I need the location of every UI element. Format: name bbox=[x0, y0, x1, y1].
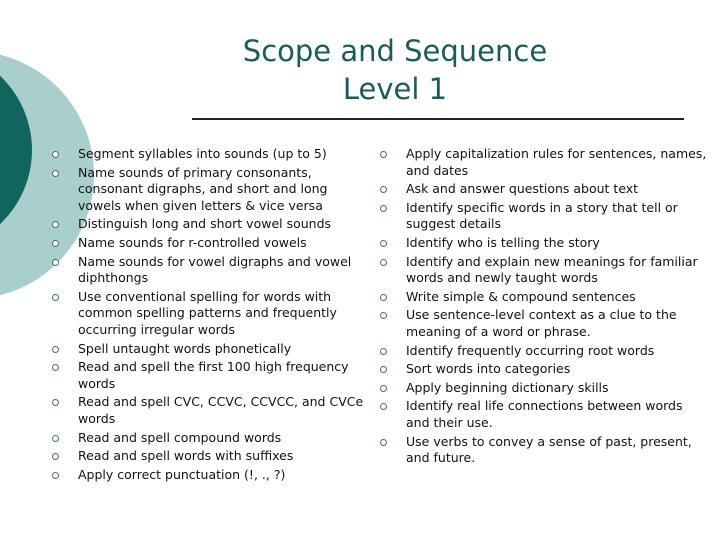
bullet-icon bbox=[380, 348, 387, 355]
right-column-list bbox=[380, 146, 708, 469]
list-item-text: Apply correct punctuation (!, ., ?) bbox=[78, 466, 286, 482]
list-item-text: Identify real life connections between words and their use. bbox=[406, 398, 683, 430]
list-item bbox=[380, 146, 708, 179]
list-item bbox=[380, 380, 708, 397]
list-item-text: Read and spell words with suffixes bbox=[78, 448, 294, 464]
list-item bbox=[380, 361, 708, 378]
list-item bbox=[52, 146, 370, 163]
list-item bbox=[380, 343, 708, 360]
list-item-text: Write simple & compound sentences bbox=[406, 288, 636, 304]
bullet-icon bbox=[380, 366, 387, 373]
bullet-icon bbox=[52, 221, 59, 228]
bullet-icon bbox=[52, 346, 59, 353]
list-item-text: Use conventional spelling for words with common spelling patterns and frequently occurring irregular words bbox=[78, 288, 337, 337]
bullet-icon bbox=[52, 151, 59, 158]
list-item bbox=[380, 398, 708, 431]
bullet-icon bbox=[380, 439, 387, 446]
list-item-text: Ask and answer questions about text bbox=[406, 181, 639, 197]
list-item bbox=[52, 359, 370, 392]
list-item-text: Spell untaught words phonetically bbox=[78, 340, 292, 356]
list-item-text: Apply beginning dictionary skills bbox=[406, 379, 609, 395]
bullet-icon bbox=[52, 472, 59, 479]
bullet-icon bbox=[52, 170, 59, 177]
list-item bbox=[52, 448, 370, 465]
list-item bbox=[380, 289, 708, 306]
list-item-text: Name sounds for r-controlled vowels bbox=[78, 234, 307, 250]
bullet-icon bbox=[380, 312, 387, 319]
list-item bbox=[52, 165, 370, 215]
list-item-text: Segment syllables into sounds (up to 5) bbox=[78, 146, 327, 161]
list-item-text: Read and spell compound words bbox=[78, 429, 282, 445]
list-item-text: Sort words into categories bbox=[406, 361, 571, 377]
list-item bbox=[380, 434, 708, 467]
title-line-2: Level 1 bbox=[342, 72, 448, 106]
bullet-icon bbox=[380, 205, 387, 212]
list-item-text: Identify who is telling the story bbox=[406, 234, 600, 250]
list-item-text: Read and spell the first 100 high frequency words bbox=[78, 359, 349, 391]
list-item bbox=[52, 216, 370, 233]
list-item bbox=[380, 181, 708, 198]
bullet-icon bbox=[380, 186, 387, 193]
slide-title bbox=[180, 32, 610, 108]
list-item bbox=[380, 254, 708, 287]
bullet-icon bbox=[380, 151, 387, 158]
list-item-text: Name sounds of primary consonants, consonant digraphs, and short and long vowels when given letters & vice versa bbox=[78, 164, 328, 213]
bullet-icon bbox=[380, 385, 387, 392]
list-item bbox=[380, 235, 708, 252]
list-item-text: Identify frequently occurring root words bbox=[406, 342, 655, 358]
list-item-text: Identify and explain new meanings for familiar words and newly taught words bbox=[406, 253, 698, 286]
bullet-icon bbox=[52, 399, 59, 406]
bullet-icon bbox=[52, 240, 59, 247]
title-line-1: Scope and Sequence bbox=[242, 34, 548, 68]
list-item bbox=[52, 394, 370, 427]
list-item bbox=[52, 467, 370, 484]
bullet-icon bbox=[52, 364, 59, 371]
list-item bbox=[52, 235, 370, 252]
list-item bbox=[52, 430, 370, 447]
title-divider bbox=[192, 118, 684, 120]
list-item-text: Name sounds for vowel digraphs and vowel diphthongs bbox=[78, 253, 352, 286]
list-item-text: Read and spell CVC, CCVC, CCVCC, and CVCe words bbox=[78, 394, 364, 426]
bullet-icon bbox=[52, 453, 59, 460]
list-item bbox=[52, 254, 370, 287]
list-item bbox=[380, 200, 708, 233]
list-item-text: Use sentence-level context as a clue to the meaning of a word or phrase. bbox=[406, 307, 677, 339]
list-item bbox=[52, 341, 370, 358]
list-item bbox=[52, 289, 370, 339]
bullet-icon bbox=[380, 240, 387, 247]
bullet-icon bbox=[380, 259, 387, 266]
bullet-icon bbox=[52, 435, 59, 442]
bullet-icon bbox=[380, 294, 387, 301]
list-item bbox=[380, 307, 708, 340]
bullet-icon bbox=[52, 294, 59, 301]
list-item-text: Use verbs to convey a sense of past, present, and future. bbox=[406, 433, 692, 466]
list-item-text: Apply capitalization rules for sentences, names, and dates bbox=[406, 146, 707, 178]
bullet-icon bbox=[380, 403, 387, 410]
list-item-text: Distinguish long and short vowel sounds bbox=[78, 216, 332, 232]
bullet-icon bbox=[52, 259, 59, 266]
left-column-list bbox=[52, 146, 370, 485]
list-item-text: Identify specific words in a story that tell or suggest details bbox=[406, 199, 678, 232]
